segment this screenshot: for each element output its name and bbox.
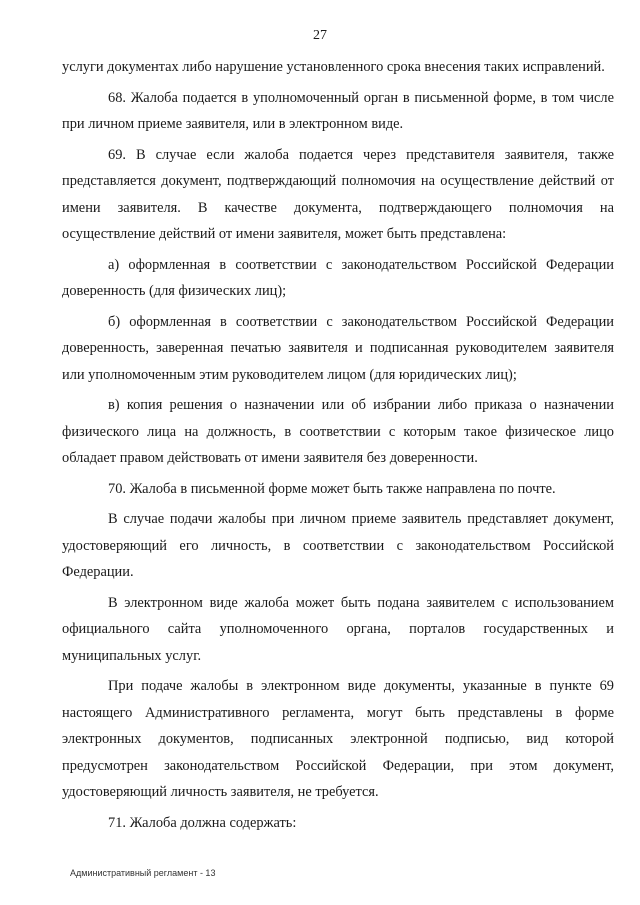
paragraph-69: 69. В случае если жалоба подается через представителя заявителя, также представляется документ, подтверждающий полномочия на осуществление действий от имени заявителя. В качестве документа, подтверждающего полномочия на осуществление действий от имени заявителя, может быть представлена: bbox=[62, 146, 614, 242]
paragraph-70-electronic: В электронном виде жалоба может быть подана заявителем с использованием официального сайта уполномоченного органа, порталов государственных и муниципальных услуг. bbox=[62, 594, 614, 664]
paragraph-continuation: услуги документах либо нарушение установленного срока внесения таких исправлений. bbox=[62, 59, 605, 75]
paragraph-71: 71. Жалоба должна содержать: bbox=[108, 814, 297, 831]
document-body bbox=[62, 54, 614, 840]
paragraph-69-item-b: б) оформленная в соответствии с законодательством Российской Федерации доверенность, заверенная печатью заявителя и подписанная руководителем заявителя или уполномоченным этим руководителем лицом (для юридических лиц); bbox=[62, 313, 614, 383]
paragraph-69-item-a: а) оформленная в соответствии с законодательством Российской Федерации доверенность (для физических лиц); bbox=[62, 256, 614, 299]
page-number: 27 bbox=[313, 28, 327, 43]
page-footer: Административный регламент - 13 bbox=[70, 868, 216, 878]
paragraph-70-personal: В случае подачи жалобы при личном приеме заявитель представляет документ, удостоверяющий его личность, в соответствии с законодательством Российской Федерации. bbox=[62, 511, 614, 580]
paragraph-70: 70. Жалоба в письменной форме может быть также направлена по почте. bbox=[108, 480, 556, 497]
paragraph-68: 68. Жалоба подается в уполномоченный орган в письменной форме, в том числе при личном приеме заявителя, или в электронном виде. bbox=[62, 89, 614, 132]
paragraph-69-item-c: в) копия решения о назначении или об избрании либо приказа о назначении физического лица на должность, в соответствии с которым такое физическое лицо обладает правом действовать от имени заявителя без доверенности. bbox=[62, 397, 614, 466]
paragraph-70-documents: При подаче жалобы в электронном виде документы, указанные в пункте 69 настоящего Административного регламента, могут быть представлены в форме электронных документов, подписанных электронной подписью, вид которой предусмотрен законодательством Российской Федерации, при этом документ, удостоверяющий личность заявителя, не требуется. bbox=[62, 678, 614, 800]
